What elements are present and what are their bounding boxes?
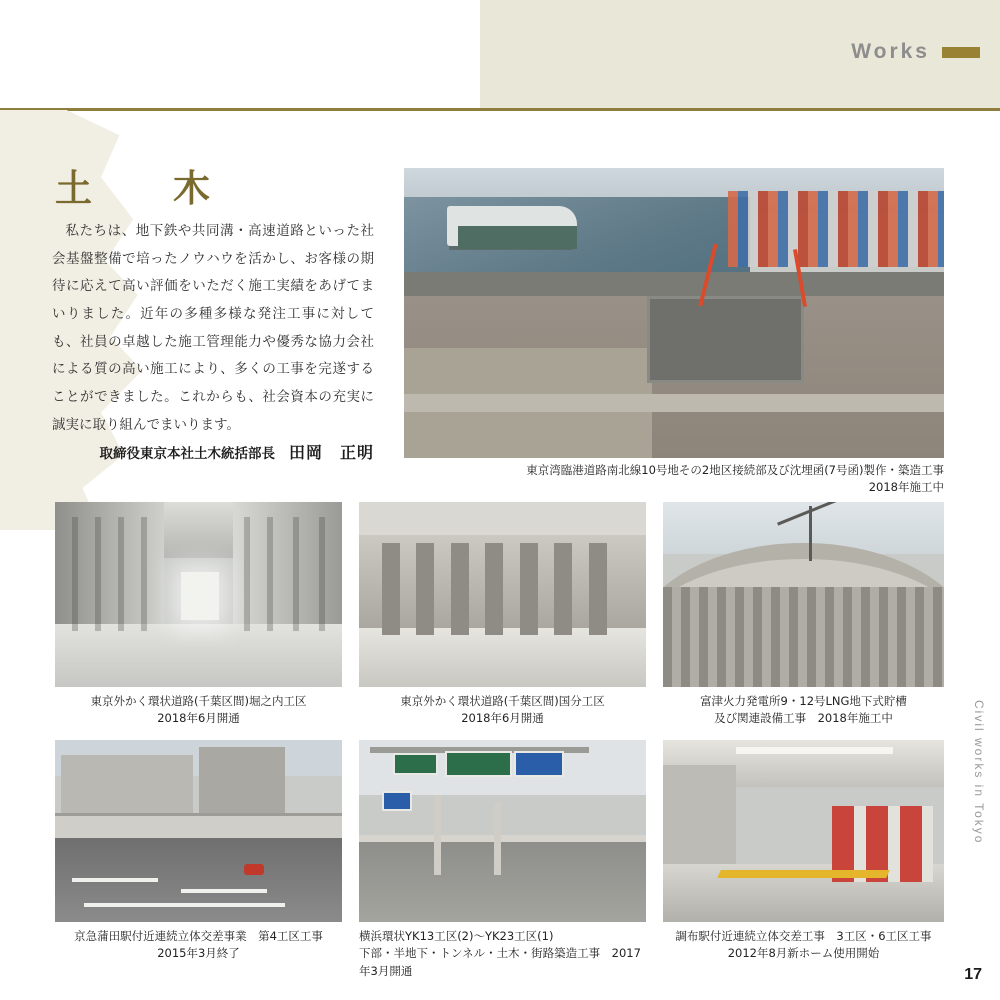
header-map-background <box>0 0 480 110</box>
page-number: 17 <box>964 966 982 983</box>
caption-line-1: 富津火力発電所9・12号LNG地下式貯槽 <box>700 694 907 708</box>
photo-yokohama-ring-road <box>359 740 646 922</box>
photo-tunnel-horinouchi <box>55 502 342 687</box>
caption-line-1: 東京湾臨港道路南北線10号地その2地区接続部及び沈埋函(7号函)製作・築造工事 <box>526 463 944 477</box>
caption-line-2: 2018年6月開通 <box>461 711 544 726</box>
caption-p6 <box>663 928 944 963</box>
photo-opencut-kokubun <box>359 502 646 687</box>
section-marker <box>942 47 980 58</box>
caption-line-1: 東京外かく環状道路(千葉区間)堀之内工区 <box>90 694 307 708</box>
running-side-label: Civil works in Tokyo <box>972 700 986 845</box>
lead-paragraph: 私たちは、地下鉄や共同溝・高速道路といった社会基盤整備で培ったノウハウを活かし、お客様の期待に応えて高い評価をいただく施工実績をあげてまいりました。近年の多種多様な発注工事に対しても、社員の卓越した施工管理能力や優秀な協力会社による質の高い施工により、多くの工事を完遂することができました。これからも、社会資本の充実に誠実に取り組んでまいります。 <box>52 223 374 433</box>
caption-p4 <box>55 928 342 963</box>
caption-line-2: 及び関連設備工事 2018年施工中 <box>714 711 893 726</box>
signature-name: 田岡 正明 <box>288 443 374 462</box>
caption-p5 <box>359 928 646 980</box>
signature-title: 取締役東京本社土木統括部長 <box>99 446 275 462</box>
caption-line-1: 横浜環状YK13工区(2)〜YK23工区(1) <box>359 929 554 943</box>
photo-keikyu-kamata-station <box>55 740 342 922</box>
map-silhouette <box>0 0 340 110</box>
caption-hero <box>404 462 944 497</box>
caption-p2 <box>359 693 646 728</box>
caption-line-2: 2015年3月終了 <box>157 946 240 961</box>
caption-p1 <box>55 693 342 728</box>
section-label: Works <box>851 40 930 63</box>
lead-text-block <box>52 218 374 439</box>
photo-hero-port-construction <box>404 168 944 458</box>
caption-line-1: 東京外かく環状道路(千葉区間)国分工区 <box>400 694 605 708</box>
caption-line-1: 調布駅付近連続立体交差工事 3工区・6工区工事 <box>675 929 932 943</box>
caption-line-2: 2018年施工中 <box>868 480 944 495</box>
page-title: 土 木 <box>55 167 232 210</box>
caption-line-2: 下部・半地下・トンネル・土木・街路築造工事 2017年3月開通 <box>359 946 641 978</box>
caption-line-2: 2012年8月新ホーム使用開始 <box>727 946 880 961</box>
caption-line-1: 京急蒲田駅付近連続立体交差事業 第4工区工事 <box>74 929 323 943</box>
main-content <box>0 110 1000 1000</box>
caption-line-2: 2018年6月開通 <box>157 711 240 726</box>
page-header <box>0 0 1000 110</box>
photo-lng-tank-futtsu <box>663 502 944 687</box>
signature-block <box>52 440 374 463</box>
photo-chofu-station-platform <box>663 740 944 922</box>
caption-p3 <box>663 693 944 728</box>
